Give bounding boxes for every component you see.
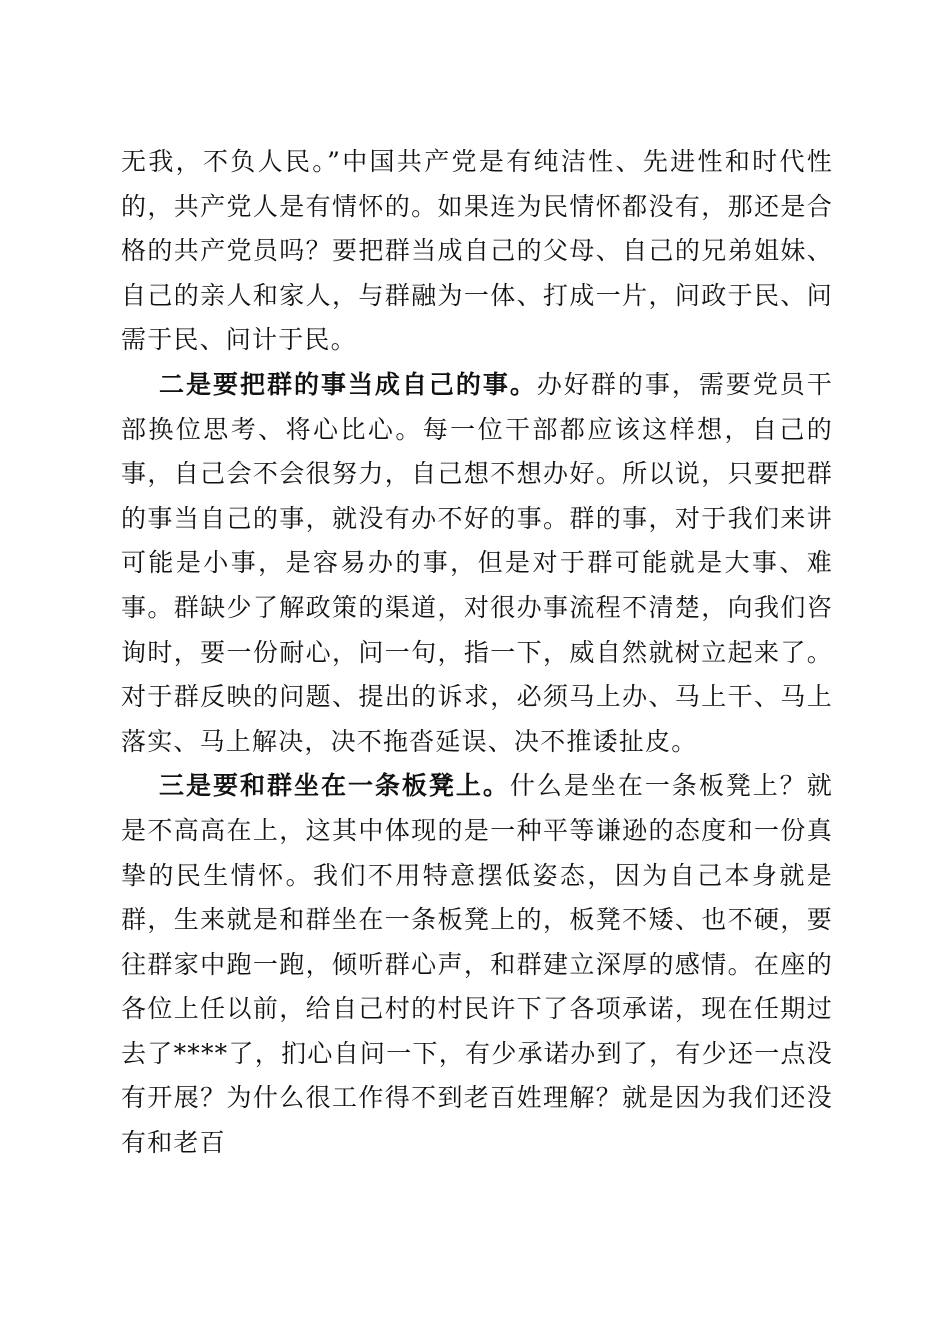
paragraph-1-body: 无我，不负人民。”中国共产党是有纯洁性、先进性和时代性的，共产党人是有情怀的。如果连为民情怀都没有，那还是合格的共产党员吗？要把群当成自己的父母、自己的兄弟姐妹、自己的亲人和家人，与群融为一体、打成一片，问政于民、问需于民、问计于民。: [121, 147, 833, 355]
paragraph-2-heading: 二是要把群的事当成自己的事。: [159, 369, 537, 399]
paragraph-3: [121, 764, 833, 1165]
paragraph-2: [121, 363, 833, 764]
paragraph-2-body: 办好群的事，需要党员干部换位思考、将心比心。每一位干部都应该这样想，自己的事，自己会不会很努力，自己想不想办好。所以说，只要把群的事当自己的事，就没有办不好的事。群的事，对于我们来讲可能是小事，是容易办的事，但是对于群可能就是大事、难事。群缺少了解政策的渠道，对很办事流程不清楚，向我们咨询时，要一份耐心，问一句，指一下，威自然就树立起来了。对于群反映的问题、提出的诉求，必须马上办、马上干、马上落实、马上解决，决不拖沓延误、决不推诿扯皮。: [121, 369, 834, 756]
body-text: [121, 140, 833, 1166]
paragraph-1: [121, 140, 833, 363]
paragraph-3-body: 什么是坐在一条板凳上？就是不高高在上，这其中体现的是一种平等谦逊的态度和一份真挚的民生情怀。我们不用特意摆低姿态，因为自己本身就是群，生来就是和群坐在一条板凳上的，板凳不矮、也不硬，要往群家中跑一跑，倾听群心声，和群建立深厚的感情。在座的各位上任以前，给自己村的村民许下了各项承诺，现在任期过去了****了，扪心自问一下，有少承诺办到了，有少还一点没有开展？为什么很工作得不到老百姓理解？就是因为我们还没有和老百: [121, 771, 833, 1158]
paragraph-3-heading: 三是要和群坐在一条板凳上。: [159, 771, 510, 801]
